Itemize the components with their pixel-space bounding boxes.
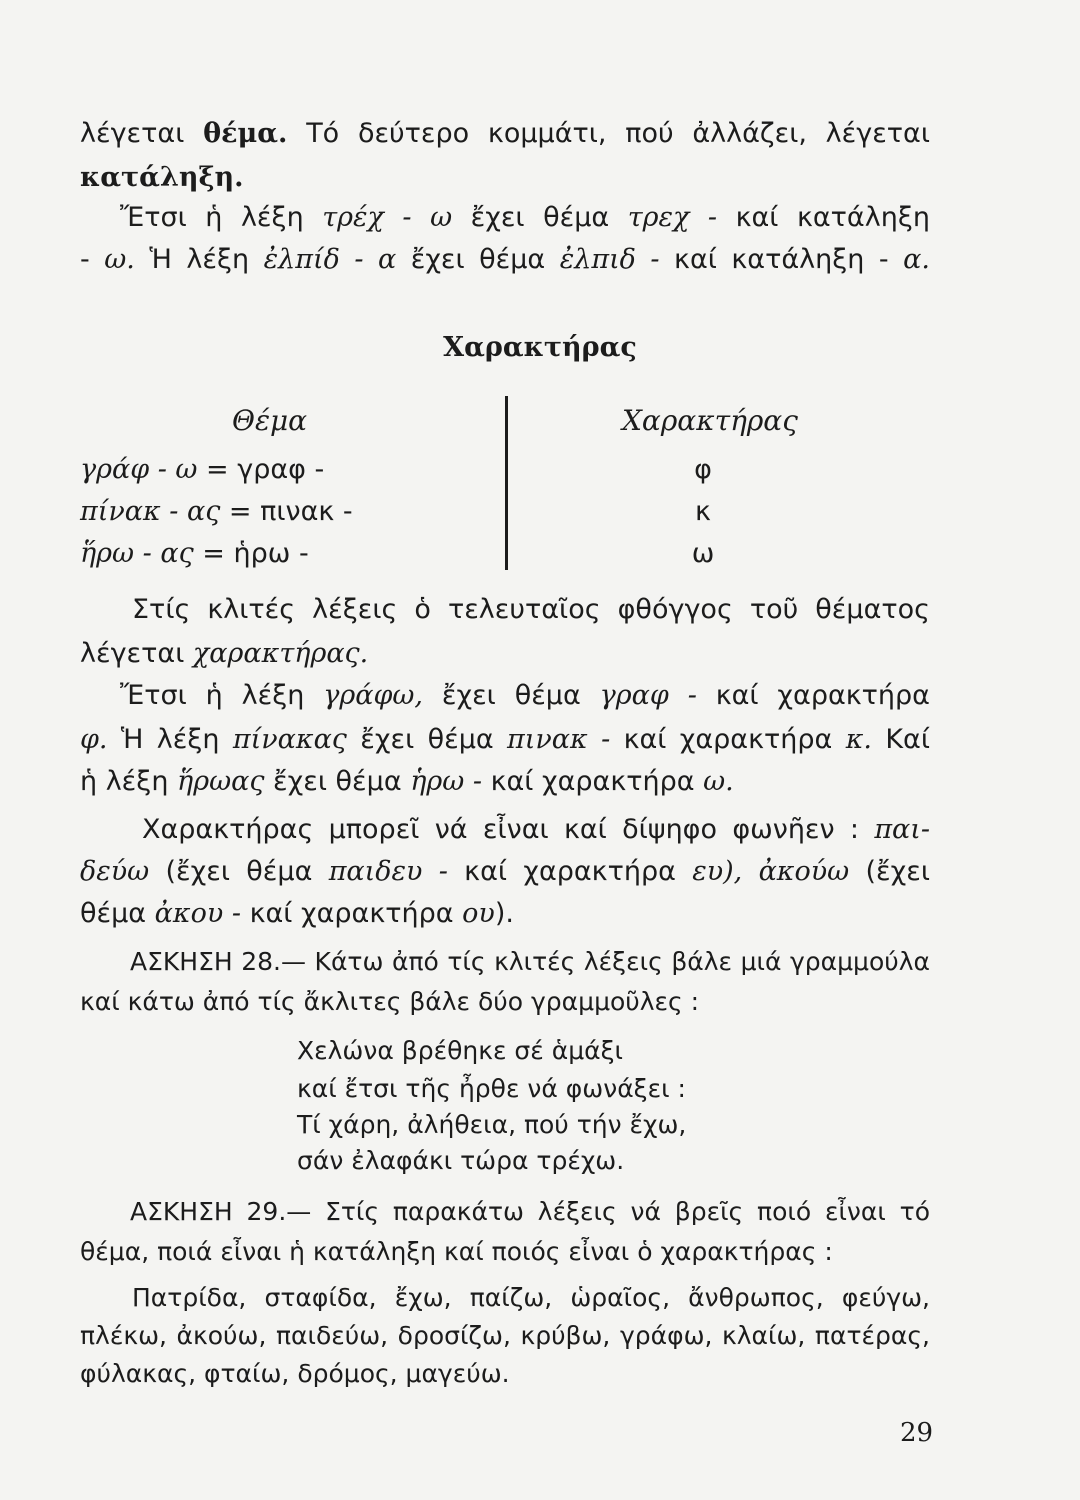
- exercise-29-line-2: θέμα, ποιά εἶναι ἡ κατάληξη καί ποιός εἶναι ὁ χαρακτήρας :: [80, 1237, 833, 1266]
- para2-line-4: φ. Ἡ λέξη πίνακας ἔχει θέμα πινακ - καί χαρακτήρα κ. Καί: [80, 724, 930, 755]
- intro-line-1: λέγεται θέμα. Τό δεύτερο κομμάτι, πού ἀλλάζει, λέγεται: [80, 118, 930, 149]
- table-row-char: ω: [691, 538, 715, 569]
- exercise-29-words-1: Πατρίδα, σταφίδα, ἔχω, παίζω, ὡραῖος, ἄνθρωπος, φεύγω,: [132, 1283, 930, 1312]
- exercise-28-line-1: ΑΣΚΗΣΗ 28.— Κάτω ἀπό τίς κλιτές λέξεις βάλε μιά γραμμούλα: [130, 947, 930, 976]
- table-row: γράφ - ω = γραφ -: [80, 454, 325, 485]
- table-header-character: Χαρακτήρας: [622, 404, 798, 437]
- poem-line: καί ἔτσι τῆς ἦρθε νά φωνάξει :: [297, 1074, 686, 1103]
- para2-line-2: λέγεται χαρακτήρας.: [80, 638, 369, 669]
- exercise-29-line-1: ΑΣΚΗΣΗ 29.— Στίς παρακάτω λέξεις νά βρεῖς ποιό εἶναι τό: [130, 1197, 930, 1226]
- para2-line-1: Στίς κλιτές λέξεις ὁ τελευταῖος φθόγγος τοῦ θέματος: [132, 594, 930, 625]
- exercise-29-words-2: πλέκω, ἀκούω, παιδεύω, δροσίζω, κρύβω, γράφω, κλαίω, πατέρας,: [80, 1321, 930, 1350]
- table-row-char: φ: [694, 454, 712, 485]
- para3-line-3: θέμα ἀκου - καί χαρακτήρα ου).: [80, 898, 514, 929]
- para3-line-1: Χαρακτήρας μπορεῖ νά εἶναι καί δίψηφο φωνῆεν : παι-: [142, 814, 930, 845]
- para2-line-3: Ἔτσι ἡ λέξη γράφω, ἔχει θέμα γραφ - καί χαρακτήρα: [120, 680, 930, 711]
- table-row-char: κ: [695, 496, 711, 527]
- table-header-theme: Θέμα: [232, 404, 308, 437]
- page-number: 29: [900, 1418, 934, 1448]
- exercise-28-line-2: καί κάτω ἀπό τίς ἄκλιτες βάλε δύο γραμμοῦλες :: [80, 987, 700, 1016]
- poem-line: Τί χάρη, ἀλήθεια, πού τήν ἔχω,: [297, 1110, 687, 1139]
- intro-line-4: - ω. Ἡ λέξη ἐλπίδ - α ἔχει θέμα ἐλπιδ - καί κατάληξη - α.: [80, 244, 930, 275]
- poem-line: σάν ἐλαφάκι τώρα τρέχω.: [297, 1146, 625, 1175]
- exercise-29-words-3: φύλακας, φταίω, δρόμος, μαγεύω.: [80, 1359, 510, 1388]
- intro-line-3: Ἔτσι ἡ λέξη τρέχ - ω ἔχει θέμα τρεχ - καί κατάληξη: [120, 202, 930, 233]
- section-heading: Χαρακτήρας: [443, 332, 637, 363]
- para3-line-2: δεύω (ἔχει θέμα παιδευ - καί χαρακτήρα ευ), ἀκούω (ἔχει: [80, 856, 930, 887]
- table-divider: [505, 396, 508, 570]
- table-row: πίνακ - ας = πινακ -: [80, 496, 353, 527]
- para2-line-5: ἡ λέξη ἥρωας ἔχει θέμα ἡρω - καί χαρακτήρα ω.: [80, 766, 734, 797]
- table-row: ἥρω - ας = ἡρω -: [80, 538, 309, 569]
- poem-line: Χελώνα βρέθηκε σέ ἁμάξι: [297, 1036, 624, 1065]
- intro-line-2: κατάληξη.: [80, 162, 244, 193]
